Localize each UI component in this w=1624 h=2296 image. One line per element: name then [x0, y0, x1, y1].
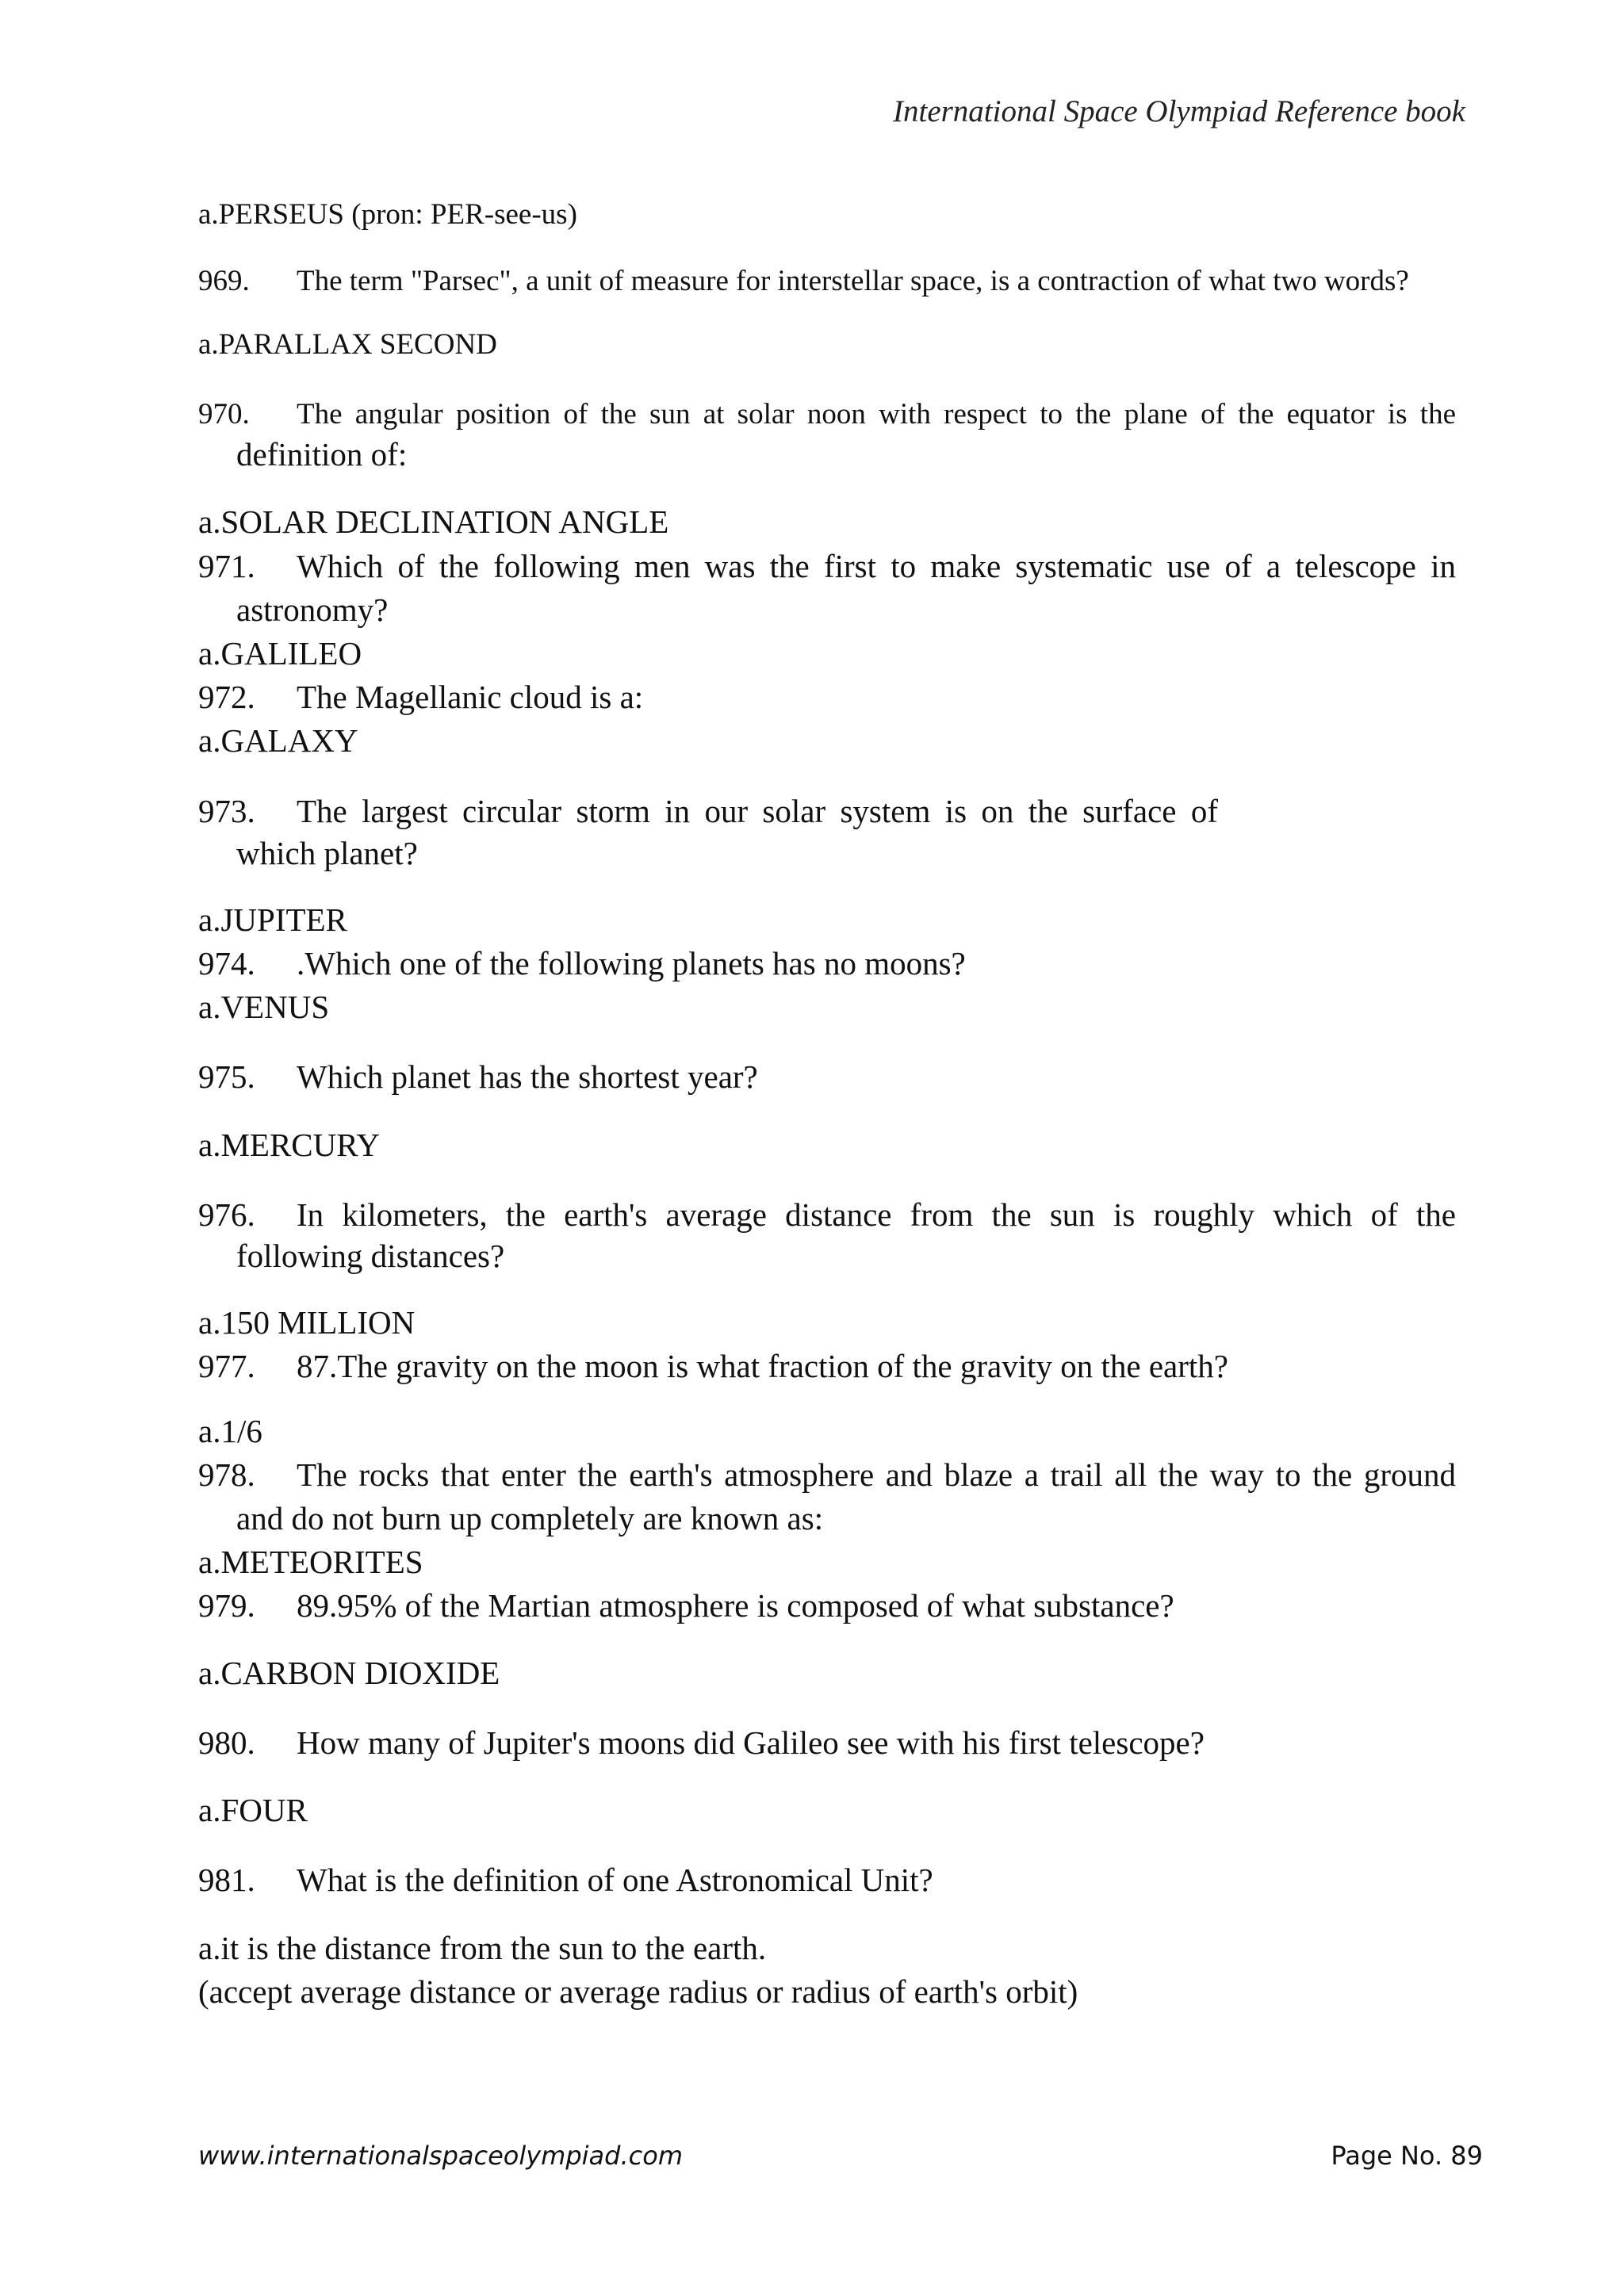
question-978-continuation: and do not burn up completely are known as:: [236, 1500, 824, 1536]
question-979: [198, 1587, 1174, 1624]
answer-976: a.150 MILLION: [198, 1304, 416, 1341]
question-972: [198, 681, 643, 714]
question-text: What is the definition of one Astronomical Unit?: [297, 1862, 933, 1898]
answer-969: a.PARALLAX SECOND: [198, 328, 497, 361]
question-text: The Magellanic cloud is a:: [297, 679, 644, 715]
answer-971: a.GALILEO: [198, 635, 362, 672]
question-976: [198, 1196, 1456, 1233]
question-978: [198, 1456, 1456, 1493]
question-975: [198, 1058, 758, 1095]
footer-website-link[interactable]: www.internationalspaceolympiad.com: [198, 2141, 683, 2171]
question-number: 971.: [198, 548, 255, 584]
question-text: Which planet has the shortest year?: [297, 1058, 758, 1095]
answer-975: a.MERCURY: [198, 1127, 380, 1163]
answer-968: a.PERSEUS (pron: PER-see-us): [198, 198, 577, 231]
question-970: [198, 400, 1456, 429]
question-text: The rocks that enter the earth's atmosphere and blaze a trail all the way to the ground: [297, 1456, 1456, 1493]
question-number: 978.: [198, 1456, 255, 1493]
answer-981: a.it is the distance from the sun to the earth.: [198, 1930, 767, 1966]
question-number: 977.: [198, 1348, 255, 1384]
question-number: 970.: [198, 398, 250, 430]
question-number: 973.: [198, 793, 255, 829]
question-number: 975.: [198, 1058, 255, 1095]
question-text: 87.The gravity on the moon is what fraction of the gravity on the earth?: [297, 1348, 1228, 1384]
question-number: 980.: [198, 1724, 255, 1761]
question-number: 979.: [198, 1587, 255, 1624]
question-969: [198, 266, 1409, 296]
question-text: The largest circular storm in our solar system is on the surface of: [297, 793, 1218, 829]
question-970-continuation: definition of:: [236, 436, 408, 473]
question-number: 976.: [198, 1196, 255, 1233]
question-973-continuation: which planet?: [236, 835, 418, 871]
answer-973: a.JUPITER: [198, 901, 347, 938]
question-text: The angular position of the sun at solar noon with respect to the plane of the equator is the: [297, 398, 1456, 430]
question-973: [198, 795, 1218, 828]
question-971-continuation: astronomy?: [236, 591, 389, 628]
question-text: Which of the following men was the first to make systematic use of a telescope in: [297, 548, 1456, 584]
answer-977: a.1/6: [198, 1413, 262, 1449]
question-number: 969.: [198, 265, 250, 297]
question-text: .Which one of the following planets has no moons?: [297, 945, 966, 982]
question-number: 974.: [198, 945, 255, 982]
question-text: The term "Parsec", a unit of measure for interstellar space, is a contraction of what two words?: [297, 265, 1409, 297]
question-977: [198, 1350, 1228, 1383]
answer-978: a.METEORITES: [198, 1544, 423, 1580]
question-981: [198, 1864, 933, 1896]
question-number: 972.: [198, 679, 255, 715]
page-number: Page No. 89: [1331, 2141, 1483, 2171]
question-980: [198, 1724, 1205, 1761]
answer-980: a.FOUR: [198, 1792, 308, 1828]
answer-979: a.CARBON DIOXIDE: [198, 1655, 500, 1691]
question-text: 89.95% of the Martian atmosphere is composed of what substance?: [297, 1587, 1174, 1624]
question-text: How many of Jupiter's moons did Galileo see with his first telescope?: [297, 1724, 1205, 1761]
answer-972: a.GALAXY: [198, 722, 358, 759]
answer-970: a.SOLAR DECLINATION ANGLE: [198, 503, 669, 540]
running-header: International Space Olympiad Reference book: [893, 94, 1465, 128]
answer-981-note: (accept average distance or average radius or radius of earth's orbit): [198, 1973, 1078, 2010]
question-971: [198, 550, 1456, 583]
question-text: In kilometers, the earth's average distance from the sun is roughly which of the: [297, 1196, 1456, 1233]
question-976-continuation: following distances?: [236, 1238, 505, 1274]
question-number: 981.: [198, 1862, 255, 1898]
answer-974: a.VENUS: [198, 989, 330, 1025]
question-974: [198, 947, 966, 980]
